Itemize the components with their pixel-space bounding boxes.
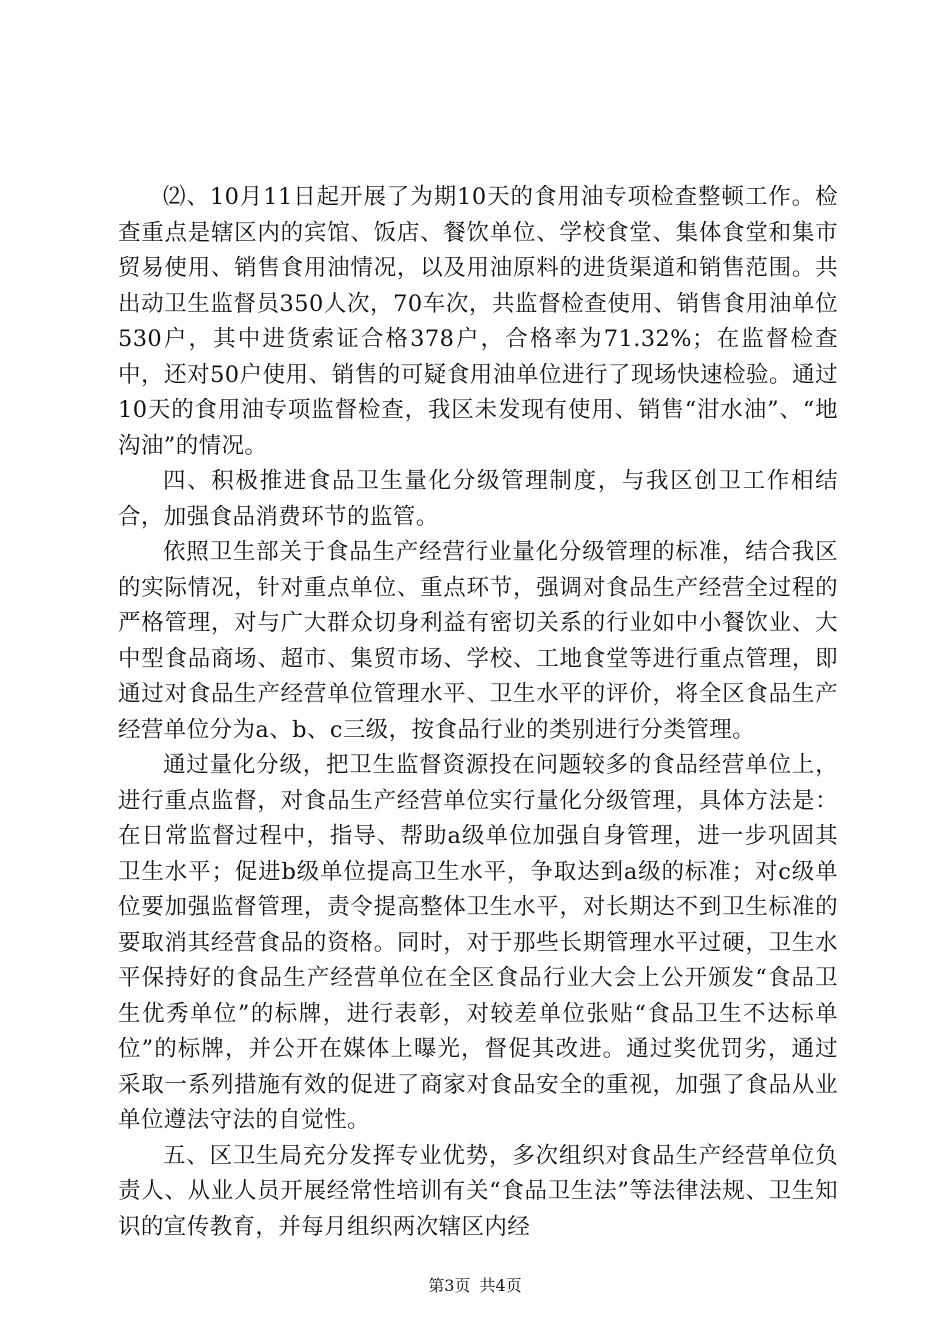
page-total: 共4页 [479, 1276, 522, 1295]
paragraph-oil-inspection: ⑵、10月11日起开展了为期10天的食用油专项检查整顿工作。检查重点是辖区内的宾馆、饭店、餐饮单位、学校食堂、集体食堂和集市贸易使用、销售食用油情况，以及用油原料的进货渠道和销售范围。共出动卫生监督员350人次，70车次，共监督检查使用、销售食用油单位530户，其中进货索证合格378户，合格率为71.32%；在监督检查中，还对50户使用、销售的可疑食用油单位进行了现场快速检验。通过10天的食用油专项监督检查，我区未发现有使用、销售“泔水油”、“地沟油”的情况。 [118, 184, 838, 459]
paragraph-section-five: 五、区卫生局充分发挥专业优势，多次组织对食品生产经营单位负责人、从业人员开展经常性培训有关“食品卫生法”等法律法规、卫生知识的宣传教育，并每月组织两次辖区内经 [118, 1142, 838, 1240]
paragraph-grading-standard: 依照卫生部关于食品生产经营行业量化分级管理的标准，结合我区的实际情况，针对重点单位、重点环节，强调对食品生产经营全过程的严格管理，对与广大群众切身利益有密切关系的行业如中小餐饮业、大中型食品商场、超市、集贸市场、学校、工地食堂等进行重点管理，即通过对食品生产经营单位管理水平、卫生水平的评价，将全区食品生产经营单位分为a、b、c三级，按食品行业的类别进行分类管理。 [118, 539, 838, 743]
paragraph-section-four-heading: 四、积极推进食品卫生量化分级管理制度，与我区创卫工作相结合，加强食品消费环节的监管。 [118, 468, 838, 530]
document-body [118, 180, 838, 1245]
paragraph-grading-method: 通过量化分级，把卫生监督资源投在问题较多的食品经营单位上，进行重点监督，对食品生产经营单位实行量化分级管理，具体方法是：在日常监督过程中，指导、帮助a级单位加强自身管理，进一步巩固其卫生水平；促进b级单位提高卫生水平，争取达到a级的标准；对c级单位要加强监督管理，责令提高整体卫生水平，对长期达不到卫生标准的要取消其经营食品的资格。同时，对于那些长期管理水平过硬，卫生水平保持好的食品生产经营单位在全区食品行业大会上公开颁发“食品卫生优秀单位”的标牌，进行表彰，对较差单位张贴“食品卫生不达标单位”的标牌，并公开在媒体上曝光，督促其改进。通过奖优罚劣，通过采取一系列措施有效的促进了商家对食品安全的重视，加强了食品从业单位遵法守法的自觉性。 [118, 752, 838, 1133]
page-number: 第3页 [428, 1276, 471, 1295]
page-footer [0, 1276, 950, 1296]
